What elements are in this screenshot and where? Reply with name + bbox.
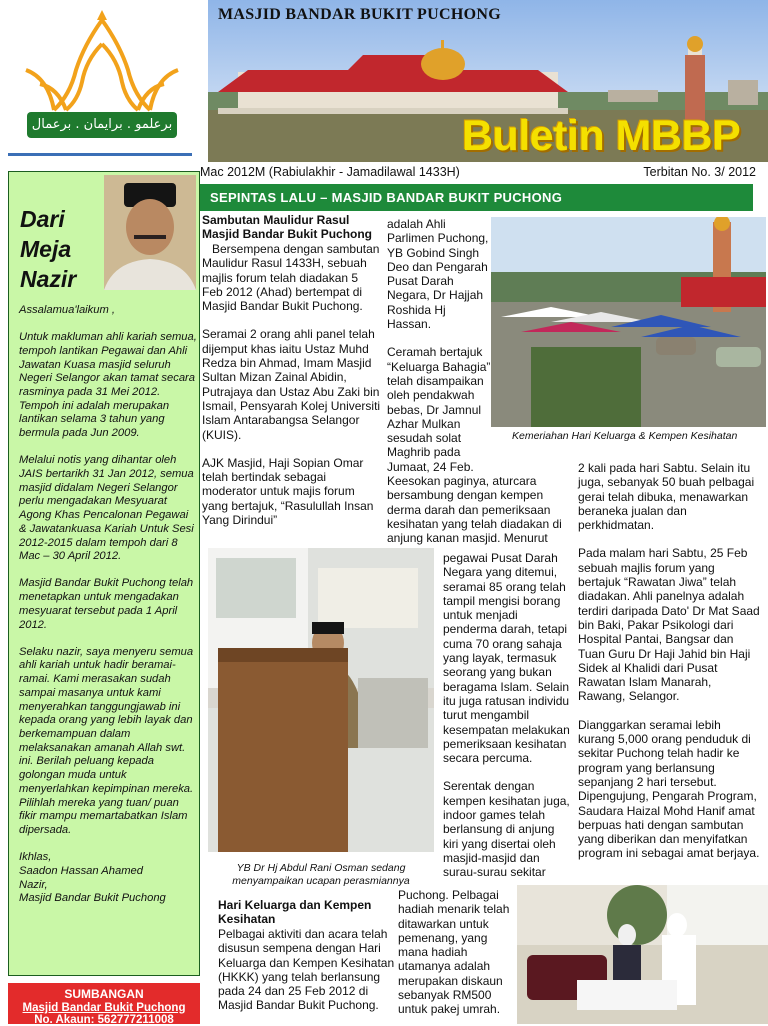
mosque-name: MASJID BANDAR BUKIT PUCHONG [218,6,501,23]
sidebar-heading: Dari Meja Nazir [20,206,77,292]
speaker-photo-caption: YB Dr Hj Abdul Rani Osman sedang menyampaikan ucapan perasmiannya [232,862,410,887]
donation-box [8,983,200,1024]
article-title: Sambutan Maulidur Rasul Masjid Bandar Bukit Puchong [202,213,373,242]
sidebar-letter [19,304,197,919]
article-paragraph: Bersempena dengan sambutan Maulidur Rasul 1433H, sebuah majlis forum telah diadakan 5 Feb 2012 (Ahad) bertempat di Masjid Bandar Bukit Puchong. [202,242,380,314]
article-column-4 [578,461,760,875]
sidebar-paragraph: Selaku nazir, saya menyeru semua ahli kariah untuk hadir beramai-ramai. Kami merasakan sudah sampai masanya untuk kami menyerahkan tanggungjawab ini kepada orang yang lebih layak dan berkemampuan dalam melaksanakan amanah Allah swt. ini. Berilah peluang kepada golongan muda untuk menyerlahkan kepimpinan mereka. Pilihlah mereka yang tuan/ puan fikir mampu memartabatkan Islam dipersada. [19,645,194,836]
donation-account: No. Akaun: 562777211008 [34,1014,174,1026]
sidebar-paragraph: Melalui notis yang dihantar oleh JAIS bertarikh 31 Jan 2012, semua masjid didalam Negeri Selangor perlu mengadakan Mesyuarat Agong Khas Pencalonan Pegawai & Jawatankuasa Kariah Untuk Sesi 2012-2015 dalam tempoh dari 8 Mac – 30 April 2012. [19,454,194,563]
donation-link[interactable]: Masjid Bandar Bukit Puchong [22,1002,186,1014]
article-column-3-continued: Puchong. Pelbagai hadiah menarik telah ditawarkan untuk pemenang, yang mana hadiah utamanya adalah merupakan diskaun sebanyak RM500 untuk pakej umrah. [398,888,510,1017]
article-paragraph: Ceramah bertajuk “Keluarga Bahagia” telah disampaikan oleh pendakwah bebas, Dr Jamnul Azhar Mulkan sesudah solat Maghrib pada Jumaat, 24 Feb. [387,345,491,474]
issue-number: Terbitan No. 3/ 2012 [643,165,756,179]
logo-motto: برعلمو . برايمان . برعمال [27,112,177,138]
section-heading: SEPINTAS LALU – MASJID BANDAR BUKIT PUCHONG [200,184,753,211]
article-paragraph: adalah Ahli Parlimen Puchong, YB Gobind Singh Deo dan Pengarah Pusat Darah Negara, Dr Hajjah Roshida Hj Hassan. [387,217,489,332]
divider [8,153,192,156]
article-paragraph: 2 kali pada hari Sabtu. Selain itu juga, sebanyak 50 buah pelbagai gerai telah dibuka, menawarkan beraneka jualan dan perkhidmatan. [578,461,755,533]
sidebar-paragraph: Assalamua'laikum , [19,304,116,316]
article-paragraph: Pada malam hari Sabtu, 25 Feb sebuah majlis forum yang bertajuk “Rawatan Jiwa” telah diadakan. Ahli panelnya adalah terdiri daripada Dato' Dr Mat Saad bin Baki, Pakar Psikologi dari Hospital Pantai, Bangsar dan Tuan Guru Dr Haji Jahid bin Haji Sidek al Khalidi dari Pusat Rawatan Islam Manarah, Rawang, Selangor. [578,546,760,704]
article-column-2b [387,474,567,559]
fair-photo [491,217,766,427]
sidebar-signature: Ikhlas, Saadon Hassan Ahamed Nazir, Masjid Bandar Bukit Puchong [19,851,166,905]
fair-photo-caption: Kemeriahan Hari Keluarga & Kempen Kesihatan [512,430,738,442]
article2-body: Pelbagai aktiviti dan acara telah disusun sempena dengan Hari Keluarga dan Kempen Kesihatan (HKKK) yang telah berlansung pada 24 dan 25 Feb 2012 di Masjid Bandar Bukit Puchong. [218,927,395,1013]
sidebar-paragraph: Untuk makluman ahli kariah semua, tempoh lantikan Pegawai dan Ahli Jawatan Kuasa masjid seluruh Negeri Selangor akan tamat secara rasminya pada 31 Mei 2012. Tempoh ini adalah merupakan lantikan selama 3 tahun yang bermula pada Jun 2009. [19,331,197,440]
donation-title: SUMBANGAN [64,987,144,1001]
bulletin-title: Buletin MBBP [462,112,741,160]
speaker-photo [208,548,434,852]
article-paragraph: AJK Masjid, Haji Sopian Omar telah bertindak sebagai moderator untuk majis forum yang bertajuk, “Rasulullah Insan Yang Dirindui” [202,455,374,528]
article-column-2a [387,217,492,474]
article-column-3 [443,551,573,894]
article-paragraph: Dianggarkan seramai lebih kurang 5,000 orang penduduk di sekitar Puchong telah hadir ke program yang berlansung sepanjang 2 hari tersebut. Dipengujung, Pengarah Program, Saudara Haizal Mohd Hanif amat berpuas hati dengan sambutan yang diberikan dan menyifatkan program ini sebagai amat berjaya. [578,717,760,861]
issue-date: Mac 2012M (Rabiulakhir - Jamadilawal 1433H) [200,165,460,179]
article-paragraph: Serentak dengan kempen kesihatan juga, indoor games telah berlansung di anjung kiri yang disertai oleh masjid-masjid dan surau-surau sekitar [443,779,570,880]
article-paragraph: Keesokan paginya, aturcara bersambung dengan kempen derma darah dan pemeriksaan kesihatan yang telah diadakan di anjung kanan masjid. Menurut [387,474,562,546]
article2-title: Hari Keluarga dan Kempen Kesihatan [218,898,372,927]
sidebar-paragraph: Masjid Bandar Bukit Puchong telah menetapkan untuk mengadakan mesyuarat tersebut pada 1 April 2012. [19,577,194,631]
nazir-portrait [104,175,196,290]
blood-donation-photo [517,885,768,1024]
article-paragraph: pegawai Pusat Darah Negara yang ditemui, seramai 85 orang telah tampil mengisi borang untuk menjadi penderma darah, tetapi cuma 70 orang sahaja yang layak, termasuk seorang yang bukan beragama Islam. Selain itu juga ratusan individu turut mengambil kesempatan melakukan pemeriksaan kesihatan secara percuma. [443,551,570,766]
article-column-1 [202,242,382,541]
article-paragraph: Seramai 2 orang ahli panel telah dijemput khas iaitu Ustaz Muhd Redza bin Ahmad, Imam Masjid Sultan Mizan Zainal Abidin, Putrajaya dan Ustaz Abu Zaki bin Ismail, Pensyarah Kolej Universiti Islam Antarabangsa Selangor (KUIS). [202,327,381,442]
